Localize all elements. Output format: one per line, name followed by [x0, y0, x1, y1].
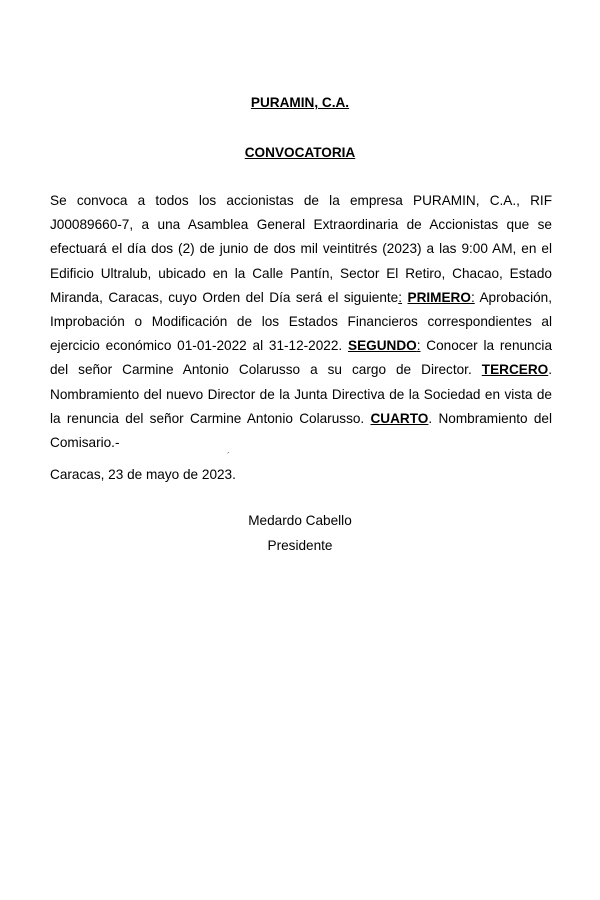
intro-colon: :: [398, 289, 403, 305]
convocation-body: [50, 189, 552, 455]
agenda-item-1-label: PRIMERO: [407, 289, 471, 305]
company-title: PURAMIN, C.A.: [250, 95, 350, 110]
agenda-item-1-text: Aprobación, Improbación o Modificación de los Estados Financieros correspondientes al ejercicio económico 01-01-2022 al 31-12-2022.: [50, 289, 552, 354]
pen-mark: ´: [227, 451, 230, 461]
agenda-item-2-text: Conocer la renuncia del señor Carmine Antonio Colarusso a su cargo de Director.: [50, 338, 552, 378]
body-intro: Se convoca a todos los accionistas de la empresa PURAMIN, C.A., RIF J00089660-7, a una Asamblea General Extraordinaria de Accionistas que se efectuará el día dos (2) de junio de dos mil veintitrés (2023) a las 9:00 AM, en el Edificio Ultralub, ubicado en la Calle Pantín, Sector El Retiro, Chacao, Estado Miranda, Caracas, cuyo Orden del Día será el siguiente: [50, 193, 552, 305]
agenda-item-2-label: SEGUNDO: [348, 338, 417, 354]
agenda-item-3-text: . Nombramiento del nuevo Director de la Junta Directiva de la Sociedad en vista de la renuncia del señor Carmine Antonio Colarusso.: [50, 362, 553, 426]
agenda-item-4-label: CUARTO: [370, 410, 429, 426]
agenda-item-1-colon: :: [470, 289, 475, 305]
signer-role: Presidente: [267, 538, 333, 553]
agenda-item-4-text: . Nombramiento del Comisario.-: [50, 410, 553, 451]
place-and-date: Caracas, 23 de mayo de 2023.: [50, 467, 236, 482]
signer-name: Medardo Cabello: [248, 513, 352, 528]
agenda-item-2-colon: :: [416, 338, 421, 354]
agenda-item-3-label: TERCERO: [481, 362, 549, 378]
document-heading: CONVOCATORIA: [244, 145, 356, 160]
